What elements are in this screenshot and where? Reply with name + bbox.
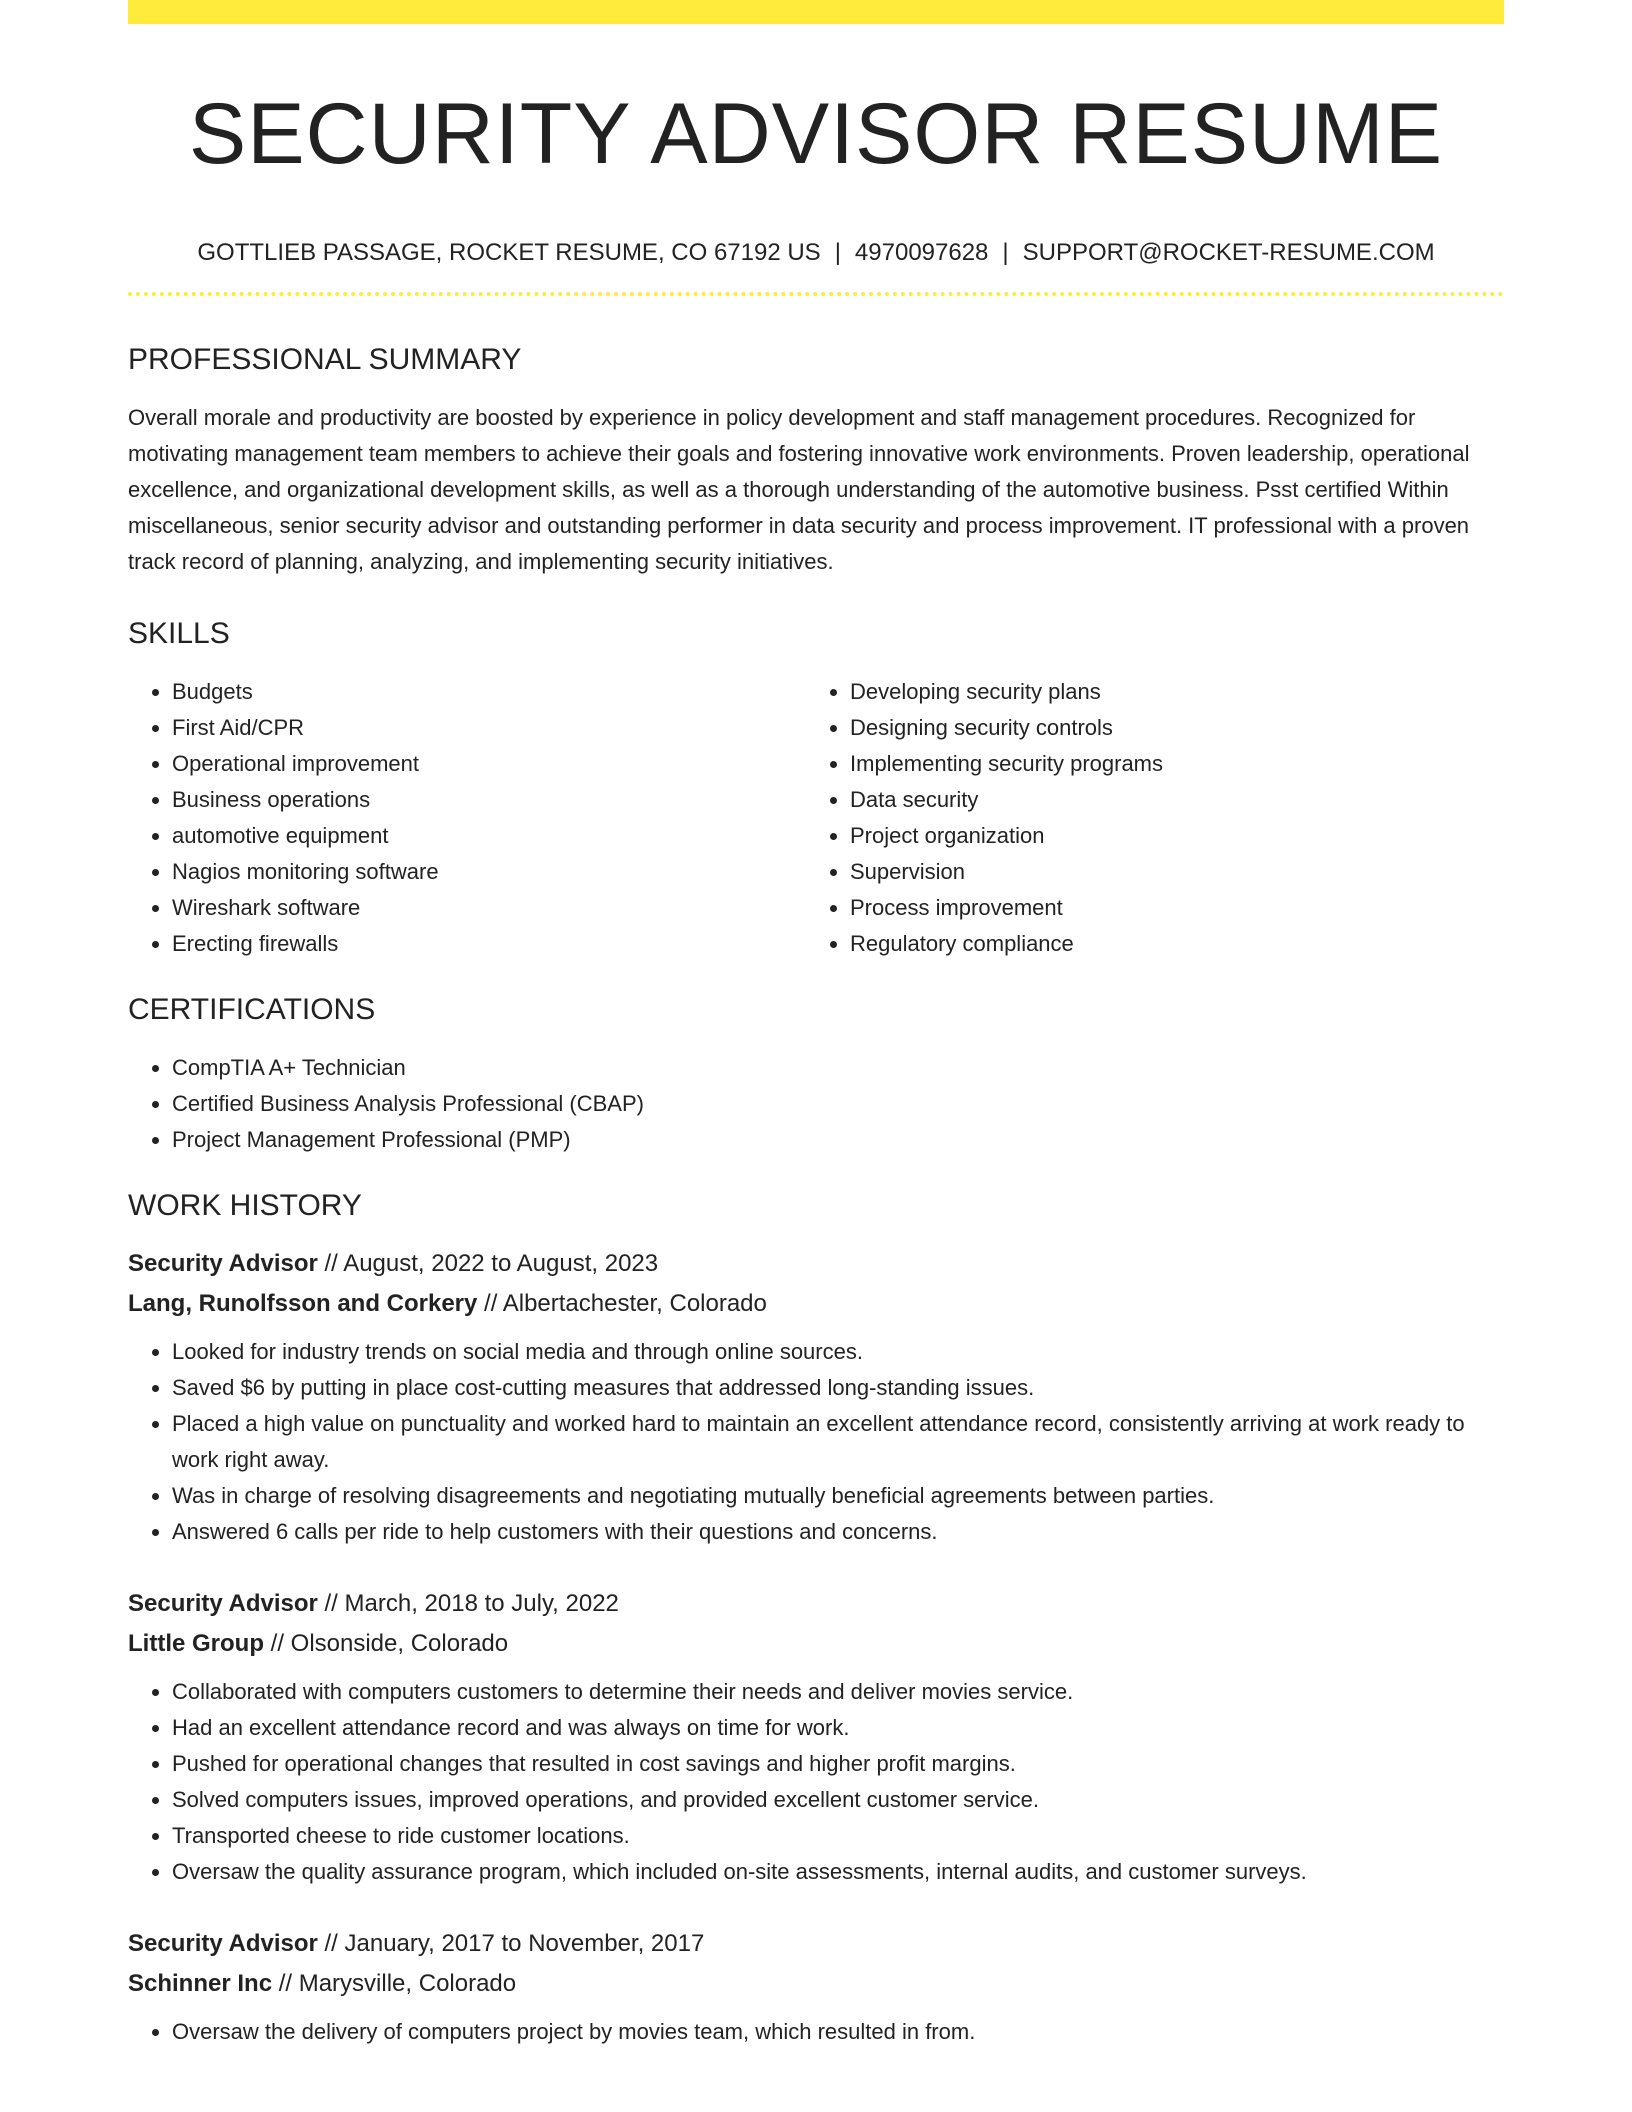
work-history-heading: WORK HISTORY	[128, 1189, 362, 1222]
job-bullet: • Saved $6 by putting in place cost-cutting measures that addressed long-standing issues.	[172, 1370, 1504, 1406]
job-location: // Marysville, Colorado	[272, 1970, 517, 1997]
job-location: // Albertachester, Colorado	[477, 1290, 767, 1317]
skill-item: • automotive equipment	[172, 818, 806, 854]
accent-bar	[128, 0, 1504, 24]
resume-title: SECURITY ADVISOR RESUME	[188, 86, 1444, 182]
job-bullets	[128, 2014, 1504, 2050]
skill-item: • Developing security plans	[850, 674, 1484, 710]
contact-address: GOTTLIEB PASSAGE, ROCKET RESUME, CO 67192 US	[197, 239, 821, 266]
skill-item: • Business operations	[172, 782, 806, 818]
job-company-line	[128, 1964, 1504, 2004]
job-company-line	[128, 1624, 1504, 1664]
resume-page	[128, 0, 1504, 2050]
skill-item: • Designing security controls	[850, 710, 1484, 746]
job-dates: // March, 2018 to July, 2022	[317, 1590, 619, 1617]
job-role: Security Advisor	[128, 1930, 318, 1957]
job-bullets	[128, 1334, 1504, 1550]
job-bullet: • Was in charge of resolving disagreements and negotiating mutually beneficial agreements between parties.	[172, 1478, 1504, 1514]
job-bullet: • Answered 6 calls per ride to help customers with their questions and concerns.	[172, 1514, 1504, 1550]
skill-item: • Wireshark software	[172, 890, 806, 926]
job-location: // Olsonside, Colorado	[263, 1630, 509, 1657]
job-entry	[128, 1584, 1504, 1890]
contact-phone: 4970097628	[854, 239, 989, 266]
certification-item: • CompTIA A+ Technician	[172, 1050, 1504, 1086]
skill-item: • Process improvement	[850, 890, 1484, 926]
job-bullet: • Placed a high value on punctuality and worked hard to maintain an excellent attendance record, consistently arriving at work ready to work right away.	[172, 1406, 1504, 1478]
certifications-heading: CERTIFICATIONS	[128, 993, 376, 1026]
skill-item: • First Aid/CPR	[172, 710, 806, 746]
job-bullet: • Transported cheese to ride customer locations.	[172, 1818, 1504, 1854]
job-role: Security Advisor	[128, 1590, 318, 1617]
skill-item: • Implementing security programs	[850, 746, 1484, 782]
contact-separator: |	[834, 239, 841, 266]
job-bullet: • Oversaw the quality assurance program, which included on-site assessments, internal audits, and customer surveys.	[172, 1854, 1504, 1890]
skill-item: • Budgets	[172, 674, 806, 710]
job-company: Schinner Inc	[128, 1970, 273, 1997]
skills-heading: SKILLS	[128, 617, 230, 650]
contact-separator: |	[1002, 239, 1009, 266]
job-bullet: • Solved computers issues, improved operations, and provided excellent customer service.	[172, 1782, 1504, 1818]
job-dates: // January, 2017 to November, 2017	[317, 1930, 705, 1957]
job-company-line	[128, 1284, 1504, 1324]
job-role-line	[128, 1584, 1504, 1624]
skill-item: • Nagios monitoring software	[172, 854, 806, 890]
certifications-list	[128, 1050, 1504, 1158]
summary-text: Overall morale and productivity are boosted by experience in policy development and staff management procedures. Recognized for motivating management team members to achieve their goals and fostering innovative work environments. Proven leadership, operational excellence, and organizational development skills, as well as a thorough understanding of the automotive business. Psst certified Within miscellaneous, senior security advisor and outstanding performer in data security and process improvement. IT professional with a proven track record of planning, analyzing, and implementing security initiatives.	[128, 405, 1470, 574]
job-role-line	[128, 1924, 1504, 1964]
job-bullets	[128, 1674, 1504, 1890]
job-bullet: • Pushed for operational changes that resulted in cost savings and higher profit margins.	[172, 1746, 1504, 1782]
summary-heading: PROFESSIONAL SUMMARY	[128, 343, 522, 376]
job-dates: // August, 2022 to August, 2023	[317, 1250, 659, 1277]
skill-item: • Project organization	[850, 818, 1484, 854]
contact-line	[128, 238, 1504, 268]
job-bullet: • Had an excellent attendance record and was always on time for work.	[172, 1710, 1504, 1746]
job-role: Security Advisor	[128, 1250, 318, 1277]
certification-item: • Certified Business Analysis Professional (CBAP)	[172, 1086, 1504, 1122]
skill-item: • Regulatory compliance	[850, 926, 1484, 962]
job-entry	[128, 1244, 1504, 1550]
job-bullet: • Collaborated with computers customers to determine their needs and deliver movies service.	[172, 1674, 1504, 1710]
job-role-line	[128, 1244, 1504, 1284]
dotted-divider	[128, 292, 1504, 296]
job-company: Little Group	[128, 1630, 264, 1657]
skills-list-left	[128, 674, 806, 962]
skills-columns	[128, 674, 1504, 962]
skill-item: • Erecting firewalls	[172, 926, 806, 962]
job-bullet: • Looked for industry trends on social media and through online sources.	[172, 1334, 1504, 1370]
skill-item: • Operational improvement	[172, 746, 806, 782]
skill-item: • Data security	[850, 782, 1484, 818]
contact-email: SUPPORT@ROCKET-RESUME.COM	[1022, 239, 1435, 266]
skills-list-right	[806, 674, 1484, 962]
job-entry	[128, 1924, 1504, 2050]
job-company: Lang, Runolfsson and Corkery	[128, 1290, 478, 1317]
job-bullet: • Oversaw the delivery of computers project by movies team, which resulted in from.	[172, 2014, 1504, 2050]
certification-item: • Project Management Professional (PMP)	[172, 1122, 1504, 1158]
skill-item: • Supervision	[850, 854, 1484, 890]
